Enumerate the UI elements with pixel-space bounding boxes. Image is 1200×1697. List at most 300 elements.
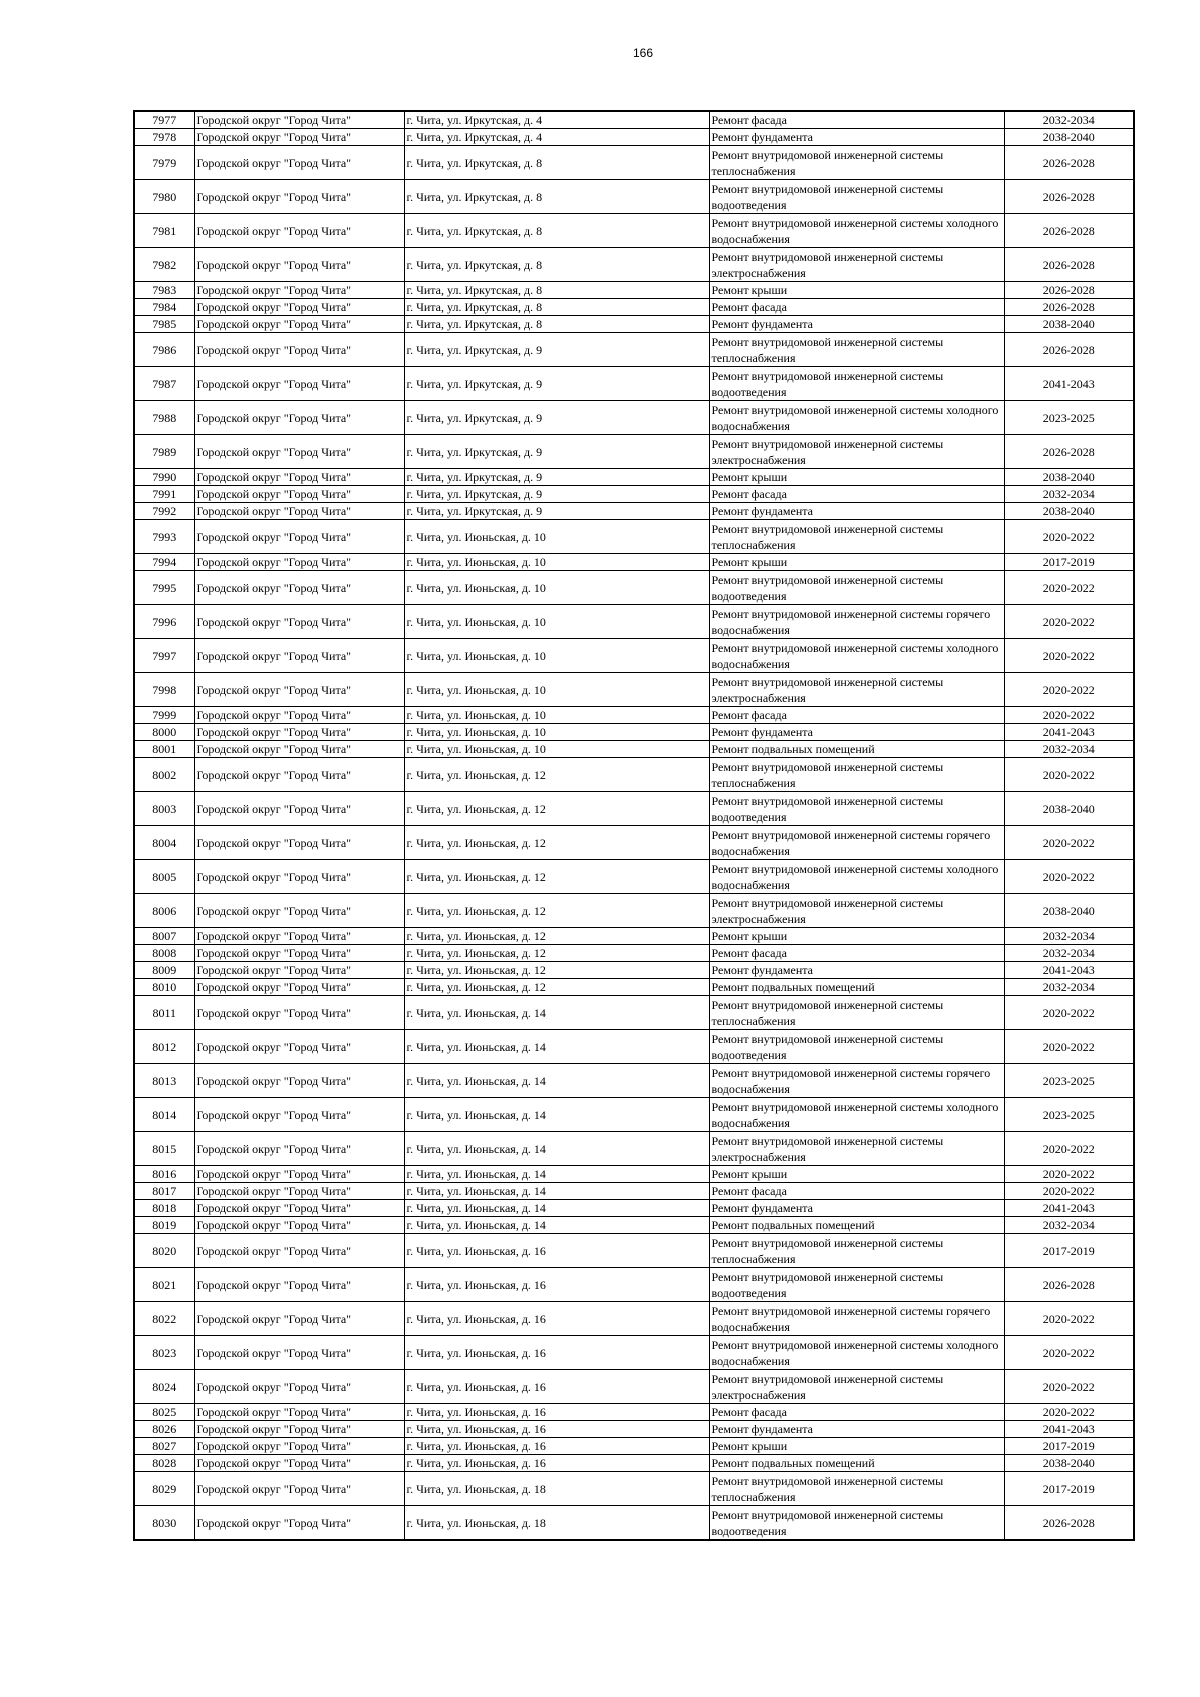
table-row [134,1421,1134,1438]
table-row [134,1302,1134,1336]
cell-municipality: Городской округ "Город Чита" [194,758,404,792]
cell-work: Ремонт внутридомовой инженерной системы электроснабжения [709,248,1004,282]
cell-address: г. Чита, ул. Иркутская, д. 8 [404,180,709,214]
cell-address: г. Чита, ул. Иркутская, д. 4 [404,129,709,146]
cell-num: 8018 [134,1200,194,1217]
table-row [134,605,1134,639]
cell-num: 7994 [134,554,194,571]
cell-municipality: Городской округ "Город Чита" [194,111,404,129]
table-row [134,894,1134,928]
cell-municipality: Городской округ "Город Чита" [194,1506,404,1541]
table-row [134,1098,1134,1132]
cell-address: г. Чита, ул. Июньская, д. 10 [404,571,709,605]
cell-work: Ремонт внутридомовой инженерной системы водоотведения [709,367,1004,401]
cell-period: 2032-2034 [1004,111,1134,129]
cell-address: г. Чита, ул. Иркутская, д. 9 [404,367,709,401]
table-row [134,673,1134,707]
cell-municipality: Городской округ "Город Чита" [194,299,404,316]
cell-address: г. Чита, ул. Иркутская, д. 8 [404,282,709,299]
cell-municipality: Городской округ "Город Чита" [194,282,404,299]
table-row [134,401,1134,435]
cell-num: 7995 [134,571,194,605]
cell-num: 7998 [134,673,194,707]
cell-address: г. Чита, ул. Июньская, д. 12 [404,792,709,826]
cell-work: Ремонт подвальных помещений [709,1455,1004,1472]
table-row [134,945,1134,962]
cell-period: 2023-2025 [1004,401,1134,435]
cell-municipality: Городской округ "Город Чита" [194,1166,404,1183]
cell-num: 8006 [134,894,194,928]
table-row [134,1200,1134,1217]
cell-address: г. Чита, ул. Июньская, д. 16 [404,1438,709,1455]
cell-period: 2020-2022 [1004,1302,1134,1336]
cell-period: 2017-2019 [1004,1234,1134,1268]
cell-period: 2032-2034 [1004,979,1134,996]
cell-num: 8010 [134,979,194,996]
table-row [134,758,1134,792]
cell-municipality: Городской округ "Город Чита" [194,486,404,503]
table-row [134,1455,1134,1472]
cell-address: г. Чита, ул. Июньская, д. 10 [404,673,709,707]
cell-num: 8021 [134,1268,194,1302]
cell-period: 2017-2019 [1004,1472,1134,1506]
cell-address: г. Чита, ул. Июньская, д. 16 [404,1404,709,1421]
cell-num: 7988 [134,401,194,435]
table-row [134,1268,1134,1302]
cell-work: Ремонт внутридомовой инженерной системы холодного водоснабжения [709,1336,1004,1370]
cell-municipality: Городской округ "Город Чита" [194,469,404,486]
cell-period: 2032-2034 [1004,741,1134,758]
cell-num: 7992 [134,503,194,520]
cell-municipality: Городской округ "Город Чита" [194,503,404,520]
cell-work: Ремонт внутридомовой инженерной системы холодного водоснабжения [709,860,1004,894]
cell-num: 8014 [134,1098,194,1132]
cell-period: 2017-2019 [1004,1438,1134,1455]
cell-work: Ремонт фундамента [709,503,1004,520]
table-row [134,1217,1134,1234]
table-row [134,1370,1134,1404]
cell-municipality: Городской округ "Город Чита" [194,792,404,826]
cell-address: г. Чита, ул. Июньская, д. 12 [404,826,709,860]
cell-period: 2020-2022 [1004,826,1134,860]
cell-period: 2032-2034 [1004,1217,1134,1234]
cell-work: Ремонт внутридомовой инженерной системы электроснабжения [709,1370,1004,1404]
cell-municipality: Городской округ "Город Чита" [194,724,404,741]
cell-period: 2041-2043 [1004,962,1134,979]
cell-municipality: Городской округ "Город Чита" [194,1183,404,1200]
table-row [134,639,1134,673]
cell-num: 8003 [134,792,194,826]
cell-address: г. Чита, ул. Июньская, д. 18 [404,1472,709,1506]
cell-municipality: Городской округ "Город Чита" [194,962,404,979]
table-row [134,1166,1134,1183]
cell-address: г. Чита, ул. Июньская, д. 10 [404,741,709,758]
cell-period: 2038-2040 [1004,503,1134,520]
cell-municipality: Городской округ "Город Чита" [194,1030,404,1064]
cell-municipality: Городской округ "Город Чита" [194,605,404,639]
cell-address: г. Чита, ул. Июньская, д. 12 [404,928,709,945]
cell-num: 7990 [134,469,194,486]
cell-work: Ремонт внутридомовой инженерной системы электроснабжения [709,435,1004,469]
cell-address: г. Чита, ул. Июньская, д. 16 [404,1421,709,1438]
cell-municipality: Городской округ "Город Чита" [194,146,404,180]
cell-num: 7980 [134,180,194,214]
cell-municipality: Городской округ "Город Чита" [194,826,404,860]
cell-work: Ремонт фасада [709,707,1004,724]
cell-period: 2041-2043 [1004,1200,1134,1217]
cell-municipality: Городской округ "Город Чита" [194,333,404,367]
cell-address: г. Чита, ул. Июньская, д. 14 [404,1166,709,1183]
cell-period: 2026-2028 [1004,282,1134,299]
cell-num: 8029 [134,1472,194,1506]
cell-address: г. Чита, ул. Июньская, д. 14 [404,1064,709,1098]
cell-municipality: Городской округ "Город Чита" [194,316,404,333]
cell-address: г. Чита, ул. Иркутская, д. 8 [404,316,709,333]
cell-work: Ремонт фундамента [709,129,1004,146]
cell-municipality: Городской округ "Город Чита" [194,860,404,894]
cell-work: Ремонт подвальных помещений [709,1217,1004,1234]
cell-work: Ремонт внутридомовой инженерной системы электроснабжения [709,1132,1004,1166]
cell-num: 8000 [134,724,194,741]
table-row [134,962,1134,979]
cell-municipality: Городской округ "Город Чита" [194,520,404,554]
cell-period: 2026-2028 [1004,1268,1134,1302]
cell-num: 8023 [134,1336,194,1370]
cell-address: г. Чита, ул. Июньская, д. 14 [404,996,709,1030]
cell-address: г. Чита, ул. Июньская, д. 16 [404,1336,709,1370]
cell-address: г. Чита, ул. Иркутская, д. 9 [404,469,709,486]
cell-num: 8011 [134,996,194,1030]
table-row [134,979,1134,996]
cell-num: 7996 [134,605,194,639]
table-row [134,707,1134,724]
cell-municipality: Городской округ "Город Чита" [194,1234,404,1268]
cell-period: 2041-2043 [1004,367,1134,401]
cell-num: 8005 [134,860,194,894]
cell-address: г. Чита, ул. Иркутская, д. 4 [404,111,709,129]
cell-address: г. Чита, ул. Июньская, д. 10 [404,724,709,741]
cell-period: 2026-2028 [1004,1506,1134,1541]
cell-work: Ремонт внутридомовой инженерной системы горячего водоснабжения [709,605,1004,639]
table-row [134,741,1134,758]
cell-address: г. Чита, ул. Июньская, д. 14 [404,1217,709,1234]
cell-address: г. Чита, ул. Иркутская, д. 9 [404,401,709,435]
cell-work: Ремонт внутридомовой инженерной системы водоотведения [709,1030,1004,1064]
cell-work: Ремонт крыши [709,928,1004,945]
cell-num: 7982 [134,248,194,282]
table-row [134,486,1134,503]
cell-num: 8001 [134,741,194,758]
table-row [134,1404,1134,1421]
cell-municipality: Городской округ "Город Чита" [194,1370,404,1404]
table-row [134,180,1134,214]
cell-period: 2020-2022 [1004,1166,1134,1183]
cell-address: г. Чита, ул. Июньская, д. 14 [404,1200,709,1217]
cell-period: 2023-2025 [1004,1064,1134,1098]
cell-address: г. Чита, ул. Июньская, д. 14 [404,1098,709,1132]
cell-municipality: Городской округ "Город Чита" [194,554,404,571]
table-row [134,996,1134,1030]
cell-num: 8016 [134,1166,194,1183]
cell-period: 2026-2028 [1004,180,1134,214]
cell-address: г. Чита, ул. Июньская, д. 14 [404,1030,709,1064]
cell-period: 2020-2022 [1004,571,1134,605]
cell-num: 7985 [134,316,194,333]
cell-period: 2020-2022 [1004,1404,1134,1421]
cell-municipality: Городской округ "Город Чита" [194,1455,404,1472]
cell-municipality: Городской округ "Город Чита" [194,707,404,724]
cell-num: 7978 [134,129,194,146]
table-row [134,554,1134,571]
cell-period: 2020-2022 [1004,1030,1134,1064]
table-row [134,146,1134,180]
cell-work: Ремонт внутридомовой инженерной системы водоотведения [709,571,1004,605]
cell-municipality: Городской округ "Город Чита" [194,979,404,996]
cell-num: 7981 [134,214,194,248]
cell-num: 8022 [134,1302,194,1336]
cell-num: 8024 [134,1370,194,1404]
table-row [134,571,1134,605]
cell-work: Ремонт внутридомовой инженерной системы электроснабжения [709,894,1004,928]
cell-work: Ремонт подвальных помещений [709,979,1004,996]
cell-municipality: Городской округ "Город Чита" [194,1472,404,1506]
cell-municipality: Городской округ "Город Чита" [194,639,404,673]
cell-num: 8019 [134,1217,194,1234]
cell-municipality: Городской округ "Город Чита" [194,945,404,962]
cell-municipality: Городской округ "Город Чита" [194,435,404,469]
table-row [134,1336,1134,1370]
cell-municipality: Городской округ "Город Чита" [194,214,404,248]
cell-work: Ремонт внутридомовой инженерной системы водоотведения [709,180,1004,214]
cell-municipality: Городской округ "Город Чита" [194,1132,404,1166]
table-row [134,129,1134,146]
cell-work: Ремонт крыши [709,469,1004,486]
cell-address: г. Чита, ул. Июньская, д. 16 [404,1455,709,1472]
cell-period: 2020-2022 [1004,1370,1134,1404]
cell-work: Ремонт внутридомовой инженерной системы холодного водоснабжения [709,214,1004,248]
cell-address: г. Чита, ул. Июньская, д. 16 [404,1370,709,1404]
cell-work: Ремонт фундамента [709,1421,1004,1438]
cell-period: 2020-2022 [1004,1183,1134,1200]
cell-work: Ремонт крыши [709,282,1004,299]
table-row [134,1472,1134,1506]
cell-num: 8012 [134,1030,194,1064]
cell-municipality: Городской округ "Город Чита" [194,996,404,1030]
cell-period: 2038-2040 [1004,792,1134,826]
cell-work: Ремонт фундамента [709,962,1004,979]
table-row [134,333,1134,367]
cell-num: 8030 [134,1506,194,1541]
cell-address: г. Чита, ул. Июньская, д. 12 [404,979,709,996]
cell-work: Ремонт крыши [709,1166,1004,1183]
cell-municipality: Городской округ "Город Чита" [194,367,404,401]
cell-num: 8007 [134,928,194,945]
cell-period: 2023-2025 [1004,1098,1134,1132]
table-row [134,299,1134,316]
cell-work: Ремонт внутридомовой инженерной системы электроснабжения [709,673,1004,707]
cell-work: Ремонт внутридомовой инженерной системы водоотведения [709,792,1004,826]
cell-address: г. Чита, ул. Июньская, д. 12 [404,758,709,792]
table-row [134,520,1134,554]
cell-period: 2017-2019 [1004,554,1134,571]
cell-num: 8013 [134,1064,194,1098]
table-row [134,1132,1134,1166]
cell-address: г. Чита, ул. Июньская, д. 12 [404,894,709,928]
cell-municipality: Городской округ "Город Чита" [194,1438,404,1455]
cell-address: г. Чита, ул. Июньская, д. 12 [404,962,709,979]
cell-address: г. Чита, ул. Июньская, д. 16 [404,1268,709,1302]
cell-municipality: Городской округ "Город Чита" [194,1336,404,1370]
cell-work: Ремонт крыши [709,1438,1004,1455]
cell-work: Ремонт внутридомовой инженерной системы теплоснабжения [709,996,1004,1030]
cell-period: 2026-2028 [1004,248,1134,282]
cell-address: г. Чита, ул. Иркутская, д. 9 [404,333,709,367]
cell-work: Ремонт внутридомовой инженерной системы теплоснабжения [709,520,1004,554]
cell-work: Ремонт внутридомовой инженерной системы теплоснабжения [709,758,1004,792]
cell-address: г. Чита, ул. Июньская, д. 12 [404,945,709,962]
cell-municipality: Городской округ "Город Чита" [194,928,404,945]
cell-municipality: Городской округ "Город Чита" [194,1421,404,1438]
cell-period: 2020-2022 [1004,707,1134,724]
cell-period: 2020-2022 [1004,520,1134,554]
table-row [134,860,1134,894]
cell-period: 2020-2022 [1004,758,1134,792]
table-row [134,282,1134,299]
cell-municipality: Городской округ "Город Чита" [194,673,404,707]
cell-period: 2032-2034 [1004,928,1134,945]
table-row [134,469,1134,486]
cell-address: г. Чита, ул. Июньская, д. 16 [404,1302,709,1336]
cell-municipality: Городской округ "Город Чита" [194,1404,404,1421]
cell-address: г. Чита, ул. Июньская, д. 18 [404,1506,709,1541]
cell-municipality: Городской округ "Город Чита" [194,1064,404,1098]
cell-work: Ремонт подвальных помещений [709,741,1004,758]
cell-num: 7993 [134,520,194,554]
table-body [134,111,1134,1540]
cell-work: Ремонт фасада [709,299,1004,316]
cell-num: 7983 [134,282,194,299]
cell-work: Ремонт фасада [709,1404,1004,1421]
cell-period: 2032-2034 [1004,486,1134,503]
table-row [134,1234,1134,1268]
cell-municipality: Городской округ "Город Чита" [194,180,404,214]
cell-work: Ремонт внутридомовой инженерной системы теплоснабжения [709,1234,1004,1268]
cell-address: г. Чита, ул. Июньская, д. 10 [404,554,709,571]
cell-num: 8020 [134,1234,194,1268]
cell-municipality: Городской округ "Город Чита" [194,571,404,605]
table-row [134,1183,1134,1200]
cell-address: г. Чита, ул. Июньская, д. 14 [404,1183,709,1200]
cell-work: Ремонт фасада [709,111,1004,129]
table-row [134,1506,1134,1541]
cell-num: 8028 [134,1455,194,1472]
cell-work: Ремонт внутридомовой инженерной системы горячего водоснабжения [709,826,1004,860]
cell-work: Ремонт крыши [709,554,1004,571]
cell-num: 7986 [134,333,194,367]
cell-period: 2026-2028 [1004,333,1134,367]
table-row [134,111,1134,129]
cell-work: Ремонт внутридомовой инженерной системы теплоснабжения [709,146,1004,180]
cell-period: 2026-2028 [1004,435,1134,469]
cell-address: г. Чита, ул. Июньская, д. 14 [404,1132,709,1166]
cell-period: 2020-2022 [1004,1336,1134,1370]
cell-work: Ремонт фундамента [709,316,1004,333]
cell-municipality: Городской округ "Город Чита" [194,1200,404,1217]
cell-work: Ремонт внутридомовой инженерной системы холодного водоснабжения [709,401,1004,435]
cell-num: 8015 [134,1132,194,1166]
cell-work: Ремонт внутридомовой инженерной системы теплоснабжения [709,333,1004,367]
cell-period: 2020-2022 [1004,673,1134,707]
cell-num: 7979 [134,146,194,180]
table-row [134,316,1134,333]
cell-num: 7999 [134,707,194,724]
cell-address: г. Чита, ул. Иркутская, д. 9 [404,503,709,520]
table-row [134,503,1134,520]
cell-period: 2020-2022 [1004,1132,1134,1166]
cell-num: 8009 [134,962,194,979]
cell-address: г. Чита, ул. Июньская, д. 10 [404,707,709,724]
cell-num: 7987 [134,367,194,401]
cell-num: 7984 [134,299,194,316]
cell-num: 8025 [134,1404,194,1421]
cell-period: 2026-2028 [1004,299,1134,316]
cell-period: 2038-2040 [1004,469,1134,486]
table-row [134,248,1134,282]
table-row [134,1064,1134,1098]
cell-address: г. Чита, ул. Иркутская, д. 8 [404,299,709,316]
cell-num: 8008 [134,945,194,962]
cell-work: Ремонт внутридомовой инженерной системы водоотведения [709,1268,1004,1302]
cell-work: Ремонт фундамента [709,724,1004,741]
cell-municipality: Городской округ "Город Чита" [194,401,404,435]
cell-municipality: Городской округ "Город Чита" [194,894,404,928]
table-row [134,435,1134,469]
cell-num: 7989 [134,435,194,469]
cell-work: Ремонт внутридомовой инженерной системы горячего водоснабжения [709,1064,1004,1098]
table-row [134,792,1134,826]
cell-num: 8004 [134,826,194,860]
cell-work: Ремонт внутридомовой инженерной системы водоотведения [709,1506,1004,1541]
cell-work: Ремонт внутридомовой инженерной системы теплоснабжения [709,1472,1004,1506]
cell-work: Ремонт фундамента [709,1200,1004,1217]
cell-address: г. Чита, ул. Иркутская, д. 8 [404,214,709,248]
cell-address: г. Чита, ул. Июньская, д. 12 [404,860,709,894]
cell-num: 8027 [134,1438,194,1455]
cell-period: 2020-2022 [1004,605,1134,639]
repair-schedule-table [133,110,1135,1541]
cell-period: 2020-2022 [1004,996,1134,1030]
table-row [134,1438,1134,1455]
cell-period: 2020-2022 [1004,860,1134,894]
cell-work: Ремонт фасада [709,945,1004,962]
table-row [134,1030,1134,1064]
cell-period: 2038-2040 [1004,1455,1134,1472]
cell-municipality: Городской округ "Город Чита" [194,1217,404,1234]
cell-address: г. Чита, ул. Июньская, д. 10 [404,605,709,639]
cell-num: 8002 [134,758,194,792]
cell-num: 7991 [134,486,194,503]
cell-municipality: Городской округ "Город Чита" [194,741,404,758]
cell-municipality: Городской округ "Город Чита" [194,248,404,282]
cell-work: Ремонт фасада [709,486,1004,503]
cell-period: 2041-2043 [1004,724,1134,741]
cell-period: 2026-2028 [1004,146,1134,180]
page-number: 166 [632,46,654,60]
cell-address: г. Чита, ул. Июньская, д. 10 [404,520,709,554]
cell-num: 8026 [134,1421,194,1438]
cell-num: 7997 [134,639,194,673]
cell-num: 7977 [134,111,194,129]
